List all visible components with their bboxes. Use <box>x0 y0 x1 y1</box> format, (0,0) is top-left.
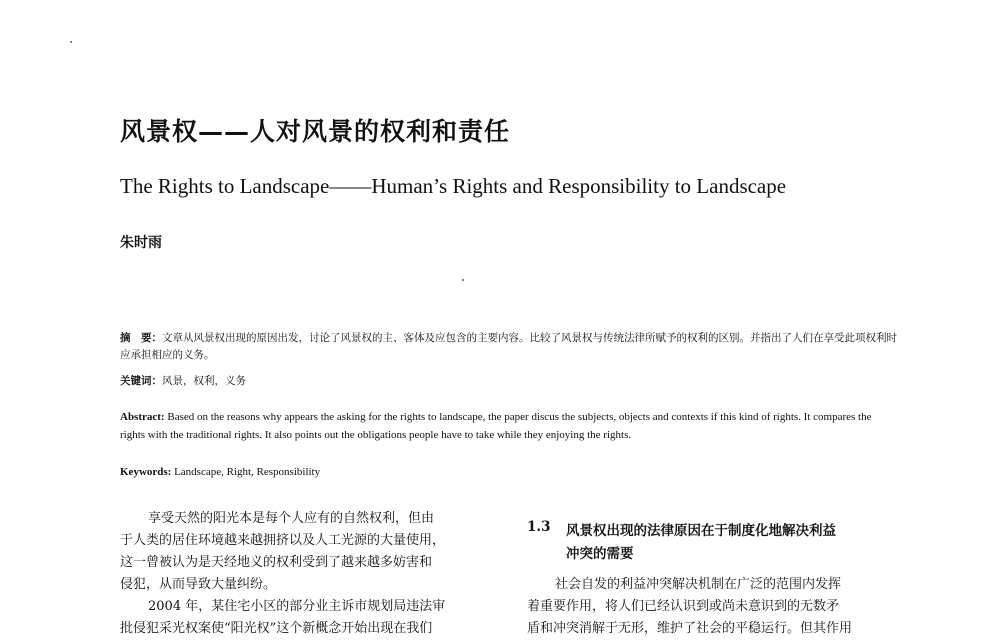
left-line: 批侵犯采光权案使“阳光权”这个新概念开始出现在我们 <box>120 621 433 636</box>
left-line: 这一曾被认为是天经地义的权利受到了越来越多妨害和 <box>120 555 433 570</box>
abstract-zh-label: 摘 要： <box>120 332 162 344</box>
keywords-zh-text: 风景，权利，义务 <box>162 375 246 387</box>
author: 朱时雨 <box>120 235 162 251</box>
left-line: 侵犯，从而导致大量纠纷。 <box>120 577 277 592</box>
abstract-en-label: Abstract: <box>120 411 165 423</box>
left-line: 享受天然的阳光本是每个人应有的自然权利，但由 <box>148 511 435 526</box>
keywords-en-text: Landscape, Right, Responsibility <box>171 466 321 478</box>
keywords-zh-label: 关键词： <box>120 375 162 387</box>
scan-speck <box>462 279 464 281</box>
keywords-zh <box>120 373 246 390</box>
abstract-zh-text: 文章从风景权出现的原因出发，讨论了风景权的主、客体及应包含的主要内容。比较了风景权与传统法律所赋予的权利的区别。并指出了人们在享受此项权利时应承担相应的义务。 <box>120 332 897 361</box>
keywords-en-label: Keywords: <box>120 466 172 478</box>
right-line: 社会自发的利益冲突解决机制在广泛的范围内发挥 <box>555 577 842 592</box>
left-line: 于人类的居住环境越来越拥挤以及人工光源的大量使用， <box>120 533 446 548</box>
right-line: 着重要作用，将人们已经认识到或尚未意识到的无数矛 <box>527 599 840 614</box>
title-zh: 风景权——人对风景的权利和责任 <box>120 117 511 146</box>
section-number: 1.3 <box>527 519 551 535</box>
scan-speck <box>70 41 72 43</box>
section-title-line2: 冲突的需要 <box>566 546 634 562</box>
title-en: The Rights to Landscape——Human’s Rights and Responsibility to Landscape <box>120 174 787 198</box>
abstract-zh <box>120 330 900 364</box>
right-line: 盾和冲突消解于无形，维护了社会的平稳运行。但其作用 <box>527 621 853 636</box>
abstract-en-text: Based on the reasons why appears the asking for the rights to landscape, the paper discus the subjects, objects and contexts if this kind of rights. It compares the rights with the traditional rights. It also points out the obligations people have to take while they enjoying the rights. <box>120 411 872 441</box>
keywords-en <box>120 466 320 478</box>
section-title-line1: 风景权出现的法律原因在于制度化地解决利益 <box>566 523 836 539</box>
abstract-en <box>120 408 890 444</box>
left-line: 2004 年，某住宅小区的部分业主诉市规划局违法审 <box>148 599 446 614</box>
